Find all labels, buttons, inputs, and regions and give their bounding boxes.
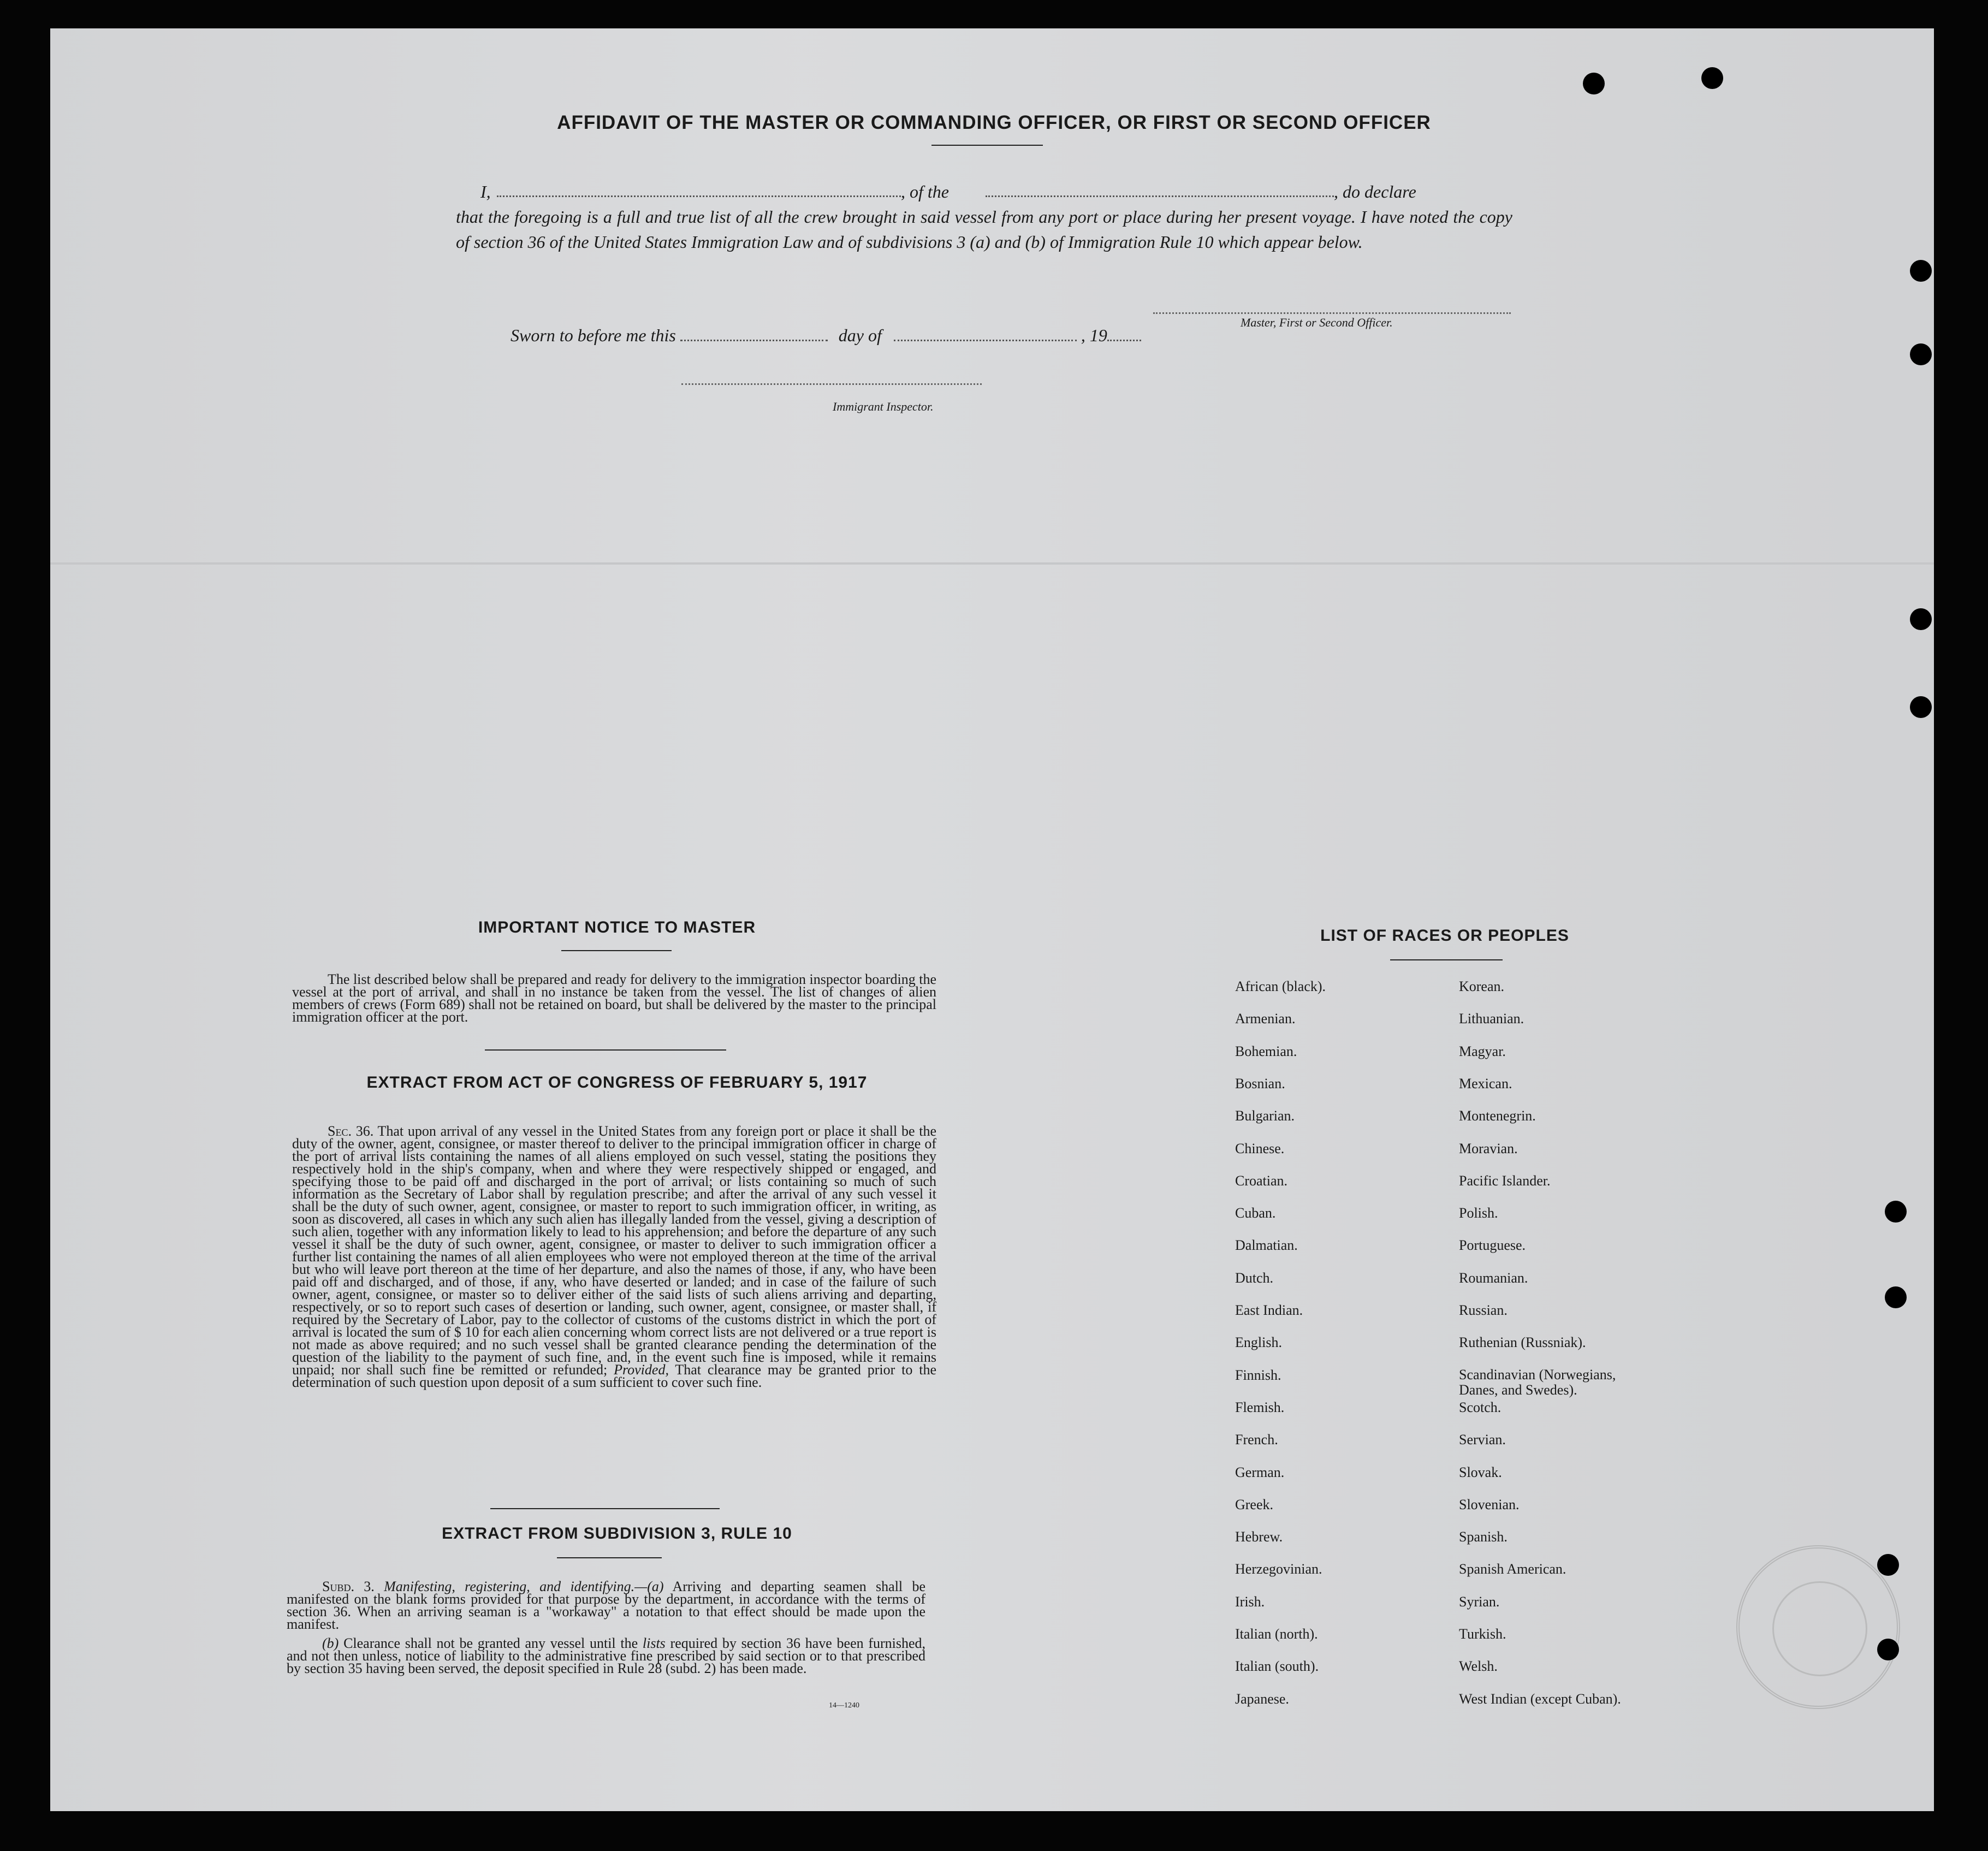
race-entry: Japanese.: [1235, 1691, 1289, 1707]
race-entry: Magyar.: [1459, 1043, 1506, 1059]
affidavit-do-declare: , do declare: [1334, 182, 1416, 201]
page-fold: [50, 562, 1934, 565]
race-entry: Cuban.: [1235, 1205, 1276, 1221]
subdivision-3b-text: [287, 1637, 925, 1675]
race-entry: Bohemian.: [1235, 1043, 1297, 1059]
race-entry: Moravian.: [1459, 1141, 1518, 1156]
affidavit-declaration-text: that the foregoing is a full and true list of all the crew brought in said vessel from any port or place during her present voyage. I have noted the copy of section 36 of the United States Immigration Law and of subdivisions 3 (a) and (b) of Immigration Rule 10 which appear below.: [456, 207, 1512, 252]
race-entry: Flemish.: [1235, 1399, 1285, 1415]
sworn-month-field[interactable]: [894, 325, 1077, 341]
race-entry: Spanish.: [1459, 1529, 1508, 1545]
congress-extract-title: EXTRACT FROM ACT OF CONGRESS OF FEBRUARY 5, 1917: [366, 1073, 868, 1091]
race-entry: Irish.: [1235, 1594, 1265, 1610]
race-entry: Italian (north).: [1235, 1626, 1318, 1642]
section-36-text: [292, 1125, 936, 1389]
affidavit-title: AFFIDAVIT OF THE MASTER OR COMMANDING OFFICER, OR FIRST OR SECOND OFFICER: [557, 112, 1431, 133]
form-number: 14—1240: [829, 1701, 859, 1710]
subdivision-b-body-2: required by section 36 have been furnished, and not then unless, notice of liability to the administrative fine prescribed by said section or to that prescribed by section 35 having been served, the deposit specified in Rule 28 (subd. 2) has been made.: [287, 1635, 926, 1676]
vessel-name-field[interactable]: [986, 179, 1334, 197]
notice-title: IMPORTANT NOTICE TO MASTER: [478, 918, 756, 936]
affidavit-body: [456, 179, 1512, 254]
punch-hole: [1910, 608, 1932, 630]
section-36-label: Sec. 36.: [328, 1123, 374, 1139]
rule10-extract-title: EXTRACT FROM SUBDIVISION 3, RULE 10: [442, 1524, 792, 1542]
race-entry: West Indian (except Cuban).: [1459, 1691, 1621, 1707]
subdivision-b-label: (b): [322, 1635, 339, 1651]
embossed-seal: [1736, 1545, 1900, 1709]
sworn-year-prefix: , 19: [1081, 325, 1107, 345]
race-entry: East Indian.: [1235, 1302, 1303, 1318]
race-entry: Herzegovinian.: [1235, 1561, 1322, 1577]
punch-hole: [1877, 1554, 1899, 1576]
races-list-title: LIST OF RACES OR PEOPLES: [1320, 927, 1569, 945]
section-36-body: That upon arrival of any vessel in the United States from any foreign port or place it shall be the duty of the owner, agent, consignee, or master thereof to deliver to the principal immigration officer in charge of the port of arrival lists containing the names of all aliens employed on such vessel, stating the positions they respectively hold in the ship's company, when and where they were respectively shipped or engaged, and specifying those to be paid off and discharged in the port of arrival; or lists containing so much of such information as the Secretary of Labor shall by regulation prescribe; and after the arrival of any such vessel it shall be the duty of such owner, agent, consignee, or master to report to such immigration officer, in writing, as soon as discovered, all cases in which any such alien has illegally landed from the vessel, giving a description of such alien, together with any information likely to lead to his apprehension; and before the departure of any such vessel it shall be the duty of such owner, agent, consignee, or master to deliver to such immigration officer a further list containing the names of all alien employees who were not employed thereon at the time of the arrival but who will leave port thereon at the time of her departure, and also the names of those, if any, who have been paid off and discharged, and of those, if any, who have deserted or landed; and in case of the failure of such owner, agent, consignee, or master so to deliver either of the said lists of such aliens arriving and departing, respectively, or so to report such cases of desertion or landing, such owner, agent, consignee, or master shall, if required by the Secretary of Labor, pay to the collector of customs of the customs district in which the port of arrival is located the sum of $ 10 for each alien concerning whom correct lists are not delivered or a true report is not made as above required; and no such vessel shall be granted clearance pending the determination of the question of the liability to the payment of such fine, and, in the event such fine is imposed, while it remains unpaid; nor shall such fine be remitted or refunded;: [292, 1123, 937, 1378]
punch-hole: [1910, 260, 1932, 282]
race-entry: Slovak.: [1459, 1464, 1502, 1480]
race-entry: Italian (south).: [1235, 1658, 1319, 1674]
notice-divider: [485, 1049, 726, 1051]
race-entry: Portuguese.: [1459, 1237, 1526, 1253]
race-entry: Slovenian.: [1459, 1497, 1520, 1512]
congress-divider: [490, 1508, 720, 1509]
race-entry: Croatian.: [1235, 1173, 1288, 1189]
subdivision-label: Subd. 3.: [322, 1579, 375, 1594]
sworn-day-of-label: day of: [838, 325, 882, 345]
affidavit-title-rule: [931, 145, 1043, 146]
race-entry: Turkish.: [1459, 1626, 1506, 1642]
race-entry: Mexican.: [1459, 1076, 1512, 1091]
race-entry: Chinese.: [1235, 1141, 1285, 1156]
subdivision-heading: Manifesting, registering, and identifying.—(a): [384, 1579, 664, 1594]
race-entry: Scandinavian (Norwegians, Danes, and Swedes).: [1459, 1367, 1616, 1398]
race-entry: Welsh.: [1459, 1658, 1498, 1674]
race-entry: Russian.: [1459, 1302, 1508, 1318]
subdivision-3a-text: [287, 1580, 925, 1630]
sworn-day-field[interactable]: [680, 325, 828, 341]
punch-hole: [1910, 696, 1932, 718]
affidavit-of-the: , of the: [901, 182, 949, 201]
section-36-provided: Provided,: [614, 1362, 669, 1378]
affidavit-declaration-line: [456, 179, 1512, 204]
race-entry: Spanish American.: [1459, 1561, 1566, 1577]
race-entry: Pacific Islander.: [1459, 1173, 1551, 1189]
notice-text: The list described below shall be prepared and ready for delivery to the immigration inspector boarding the vessel at the port of arrival, and shall in no instance be taken from the vessel. The list of changes of alien members of crews (Form 689) shall not be retained on board, but shall be delivered by the master to the principal immigration officer at the port.: [292, 971, 936, 1025]
embossed-seal-inner-ring: [1772, 1581, 1867, 1676]
race-entry: Bulgarian.: [1235, 1108, 1295, 1124]
race-entry: Dutch.: [1235, 1270, 1274, 1286]
race-entry: German.: [1235, 1464, 1285, 1480]
race-entry: Roumanian.: [1459, 1270, 1528, 1286]
race-entry: Ruthenian (Russniak).: [1459, 1334, 1586, 1350]
race-entry: Montenegrin.: [1459, 1108, 1536, 1124]
race-entry: Lithuanian.: [1459, 1011, 1524, 1027]
race-entry: English.: [1235, 1334, 1282, 1350]
punch-hole: [1877, 1639, 1899, 1660]
section-36-end: That clearance may be granted prior to the determination of such question upon deposit of a sum sufficient to cover such fine.: [292, 1362, 936, 1390]
races-title-rule: [1390, 959, 1503, 960]
race-entry: Armenian.: [1235, 1011, 1296, 1027]
punch-hole: [1583, 73, 1605, 94]
punch-hole: [1910, 343, 1932, 365]
declarant-name-field[interactable]: [497, 179, 901, 197]
race-entry: Hebrew.: [1235, 1529, 1283, 1545]
subdivision-a-body: Arriving and departing seamen shall be manifested on the blank forms provided for that purpose by the department, in accordance with the terms of section 36. When an arriving seaman is a "workaway" a notation to that effect should be made upon the manifest.: [287, 1579, 926, 1632]
inspector-signature-field[interactable]: [681, 383, 982, 385]
subdivision-b-body-1: Clearance shall not be granted any vessel until the: [343, 1635, 638, 1651]
race-entry: Bosnian.: [1235, 1076, 1285, 1091]
subdivision-b-lists: lists: [642, 1635, 666, 1651]
rule10-title-rule: [557, 1557, 662, 1558]
affidavit-i: I,: [480, 182, 491, 201]
race-entry: African (black).: [1235, 978, 1326, 994]
inspector-signature-label: Immigrant Inspector.: [833, 400, 934, 413]
notice-title-rule: [561, 950, 672, 951]
race-entry: Greek.: [1235, 1497, 1274, 1512]
race-entry: Scotch.: [1459, 1399, 1502, 1415]
sworn-line: [511, 325, 1141, 346]
punch-hole: [1885, 1201, 1907, 1223]
master-signature-label: Master, First or Second Officer.: [1241, 316, 1393, 329]
sworn-year-field[interactable]: [1107, 325, 1141, 341]
race-entry: Polish.: [1459, 1205, 1498, 1221]
race-entry: Dalmatian.: [1235, 1237, 1298, 1253]
race-entry: Finnish.: [1235, 1367, 1281, 1383]
sworn-label: Sworn to before me this: [511, 325, 676, 345]
master-signature-field[interactable]: [1153, 312, 1511, 314]
race-entry: Syrian.: [1459, 1594, 1500, 1610]
punch-hole: [1885, 1286, 1907, 1308]
race-entry: Servian.: [1459, 1432, 1506, 1447]
race-entry: Korean.: [1459, 978, 1505, 994]
race-entry: French.: [1235, 1432, 1278, 1447]
punch-hole: [1701, 67, 1723, 89]
